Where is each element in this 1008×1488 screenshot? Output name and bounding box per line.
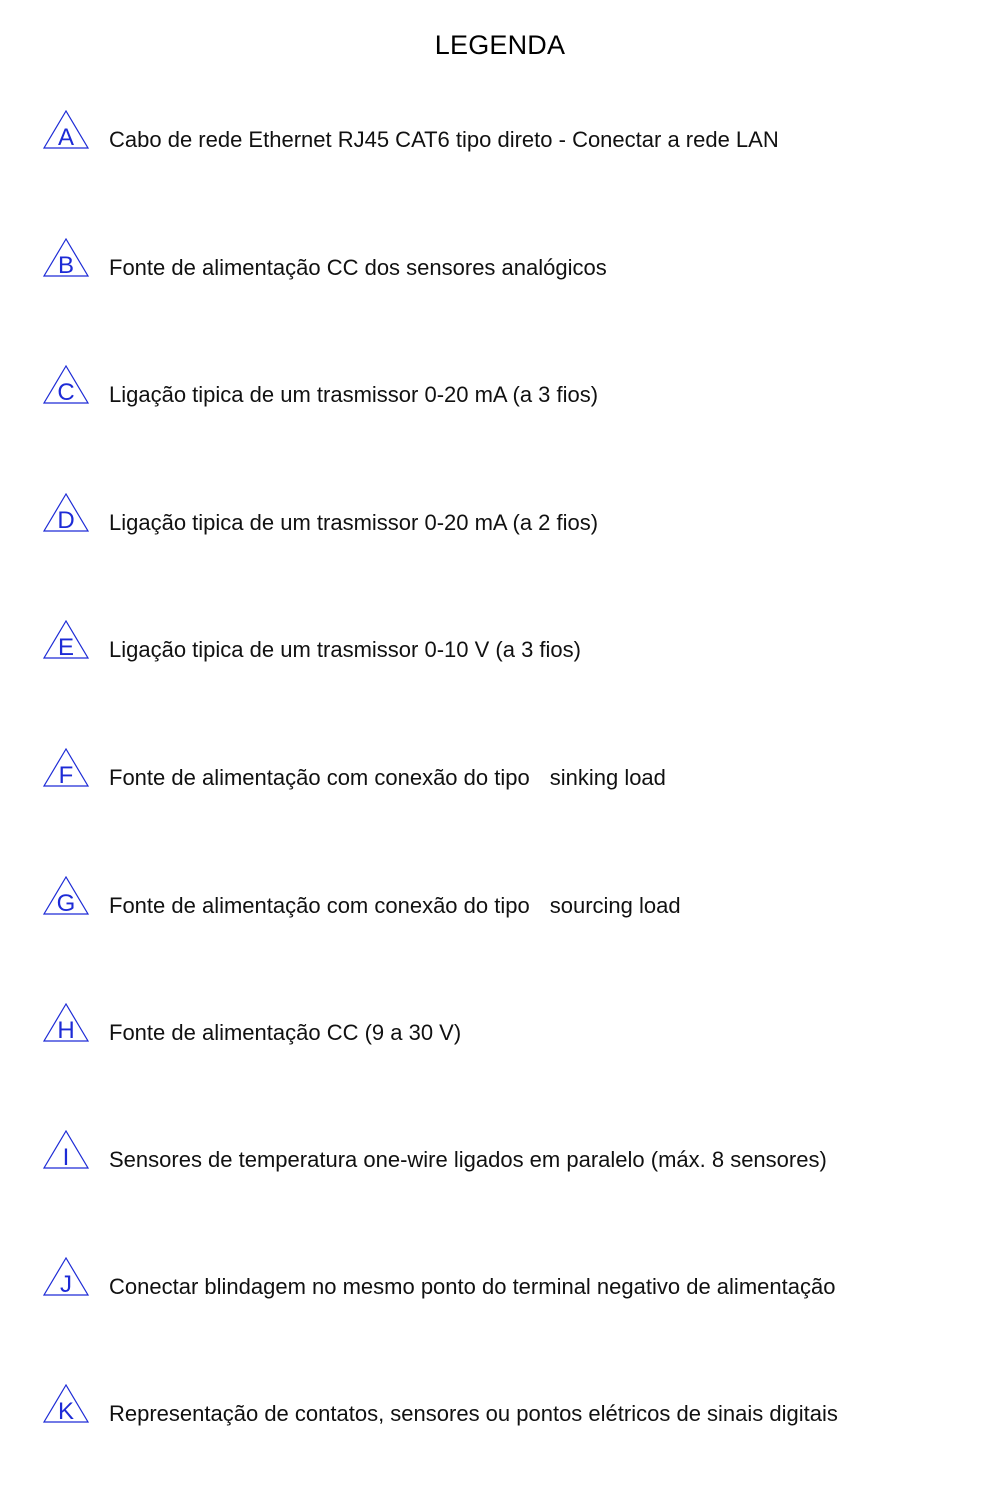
legend-item-g (0, 876, 1008, 936)
legend-item-f (0, 748, 1008, 808)
connection-type-term: sinking load (549, 765, 666, 790)
legend-item-j (0, 1257, 1008, 1317)
marker-letter: E (57, 634, 74, 661)
triangle-marker-icon (42, 1384, 90, 1426)
triangle-marker-icon (42, 110, 90, 152)
legend-item-d (0, 493, 1008, 553)
marker-letter: A (57, 124, 74, 151)
legend-item-h (0, 1003, 1008, 1063)
legend-item-b (0, 238, 1008, 298)
triangle-marker-icon (42, 238, 90, 280)
legend-item-description: Ligação tipica de um trasmissor 0-20 mA (a 2 fios) (109, 510, 599, 535)
legend-item-description: Cabo de rede Ethernet RJ45 CAT6 tipo direto - Conectar a rede LAN (109, 127, 779, 152)
legend-item-c (0, 365, 1008, 425)
triangle-marker-icon (42, 1003, 90, 1045)
marker-letter: C (57, 379, 75, 406)
triangle-marker-icon (42, 1257, 90, 1299)
triangle-marker-icon (42, 365, 90, 407)
legend-item-i (0, 1130, 1008, 1190)
legend-item-description: Fonte de alimentação com conexão do tipo sourcing load (109, 893, 681, 918)
legend-item-description: Fonte de alimentação com conexão do tipo sinking load (109, 765, 666, 790)
marker-letter: B (57, 252, 74, 279)
triangle-marker-icon (42, 493, 90, 535)
legend-title: LEGENDA (434, 30, 566, 60)
marker-letter: G (56, 890, 76, 917)
triangle-marker-icon (42, 748, 90, 790)
connection-type-term: sourcing load (549, 893, 681, 918)
legend-item-description: Fonte de alimentação CC (9 a 30 V) (109, 1020, 462, 1045)
legend-item-k (0, 1384, 1008, 1444)
legend-item-description: Sensores de temperatura one-wire ligados em paralelo (máx. 8 sensores) (109, 1147, 827, 1172)
marker-letter: J (60, 1271, 72, 1298)
marker-letter: I (62, 1144, 70, 1171)
legend-item-description: Fonte de alimentação CC dos sensores analógicos (109, 255, 607, 280)
marker-letter: K (57, 1398, 74, 1425)
triangle-marker-icon (42, 620, 90, 662)
legend-item-description: Ligação tipica de um trasmissor 0-10 V (a 3 fios) (109, 637, 581, 662)
triangle-marker-icon (42, 1130, 90, 1172)
marker-letter: F (58, 762, 74, 789)
legend-item-description: Conectar blindagem no mesmo ponto do terminal negativo de alimentação (109, 1274, 836, 1299)
marker-letter: H (57, 1017, 75, 1044)
marker-letter: D (57, 507, 75, 534)
legend-item-description: Representação de contatos, sensores ou pontos elétricos de sinais digitais (109, 1401, 838, 1426)
legend-item-e (0, 620, 1008, 680)
legend-item-a (0, 110, 1008, 170)
legend-item-description: Ligação tipica de um trasmissor 0-20 mA (a 3 fios) (109, 382, 599, 407)
triangle-marker-icon (42, 876, 90, 918)
